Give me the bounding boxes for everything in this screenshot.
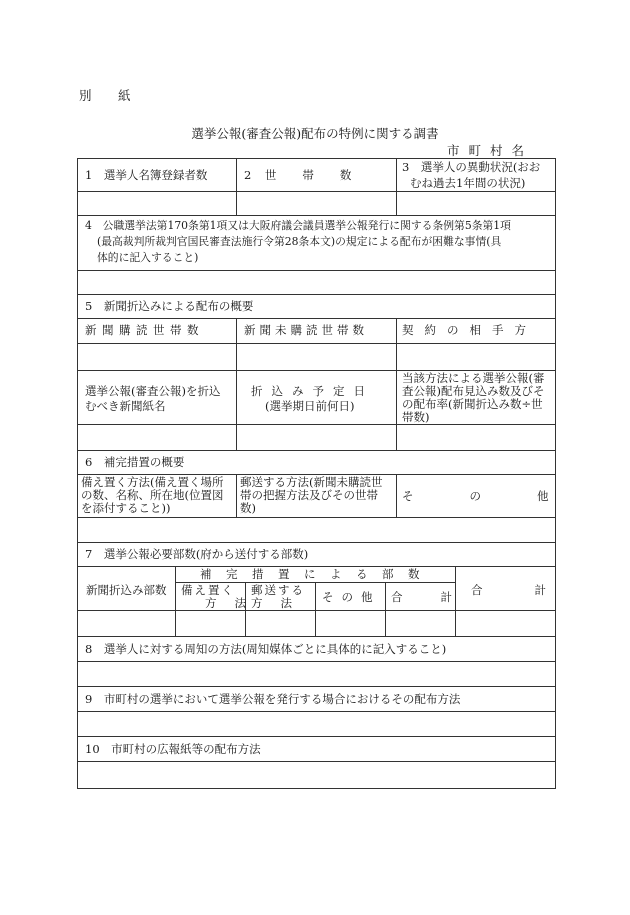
mailing-method-label-2: 帯の把握方法及びその世帯 xyxy=(240,488,378,502)
grid-line xyxy=(175,566,176,636)
section8-heading: 8 選挙人に対する周知の方法(周知媒体ごとに具体的に記入すること) xyxy=(85,642,447,656)
insert-schedule-note: (選挙期日前何日) xyxy=(265,399,355,413)
contractor-label: 契約の相手方 xyxy=(402,323,537,337)
grid-line xyxy=(396,318,397,450)
difficulty-reason-line-2: (最高裁判所裁判官国民審査法施行令第28条本文)の規定による配布が困難な事情(具 xyxy=(97,235,502,248)
mailing-copies-label: 郵送する xyxy=(251,583,305,597)
document-title: 選挙公報(審査公報)配布の特例に関する調書 xyxy=(191,126,439,141)
mailing-method-label: 郵送する方法(新聞未購読世 xyxy=(240,475,383,489)
other-copies-label: その他 xyxy=(322,590,381,604)
distribution-rate-label: 当該方法による選挙公報(審 xyxy=(402,371,545,385)
grid-line xyxy=(555,158,556,788)
distribution-rate-label-4: 帯数) xyxy=(402,410,430,424)
grid-line xyxy=(236,318,237,450)
newspaper-names-label: 選挙公報(審査公報)を折込 xyxy=(85,384,221,398)
grid-line xyxy=(77,270,556,271)
grid-line xyxy=(77,215,556,216)
grid-line xyxy=(396,474,397,517)
mailing-copies-label-cont: 方法 xyxy=(251,596,310,610)
grid-line xyxy=(236,158,237,215)
distribution-rate-label-3: の配布率(新聞折込み数÷世 xyxy=(402,397,543,411)
grid-line xyxy=(77,318,556,319)
newspaper-names-label-cont: むべき新聞紙名 xyxy=(85,399,166,413)
grid-line xyxy=(77,424,556,425)
grid-line xyxy=(77,636,556,637)
non-subscriber-households-label: 新聞未購読世帯数 xyxy=(244,323,368,337)
difficulty-reason-line-1: 4 公職選挙法第170条第1項又は大阪府議会議員選挙公報発行に関する条例第5条第1項 xyxy=(85,219,511,232)
municipality-label: 市町村名 xyxy=(447,143,534,158)
grid-line xyxy=(396,158,397,215)
grid-line xyxy=(77,711,556,712)
grid-line xyxy=(77,788,556,789)
grid-line xyxy=(77,661,556,662)
grid-line xyxy=(236,474,237,517)
insert-schedule-label: 折込み予定日 xyxy=(251,384,374,398)
grid-line xyxy=(77,686,556,687)
grid-line xyxy=(77,736,556,737)
grid-line xyxy=(77,158,78,788)
supplement-subtotal-label: 合計 xyxy=(391,590,490,604)
grand-total-label: 合計 xyxy=(471,583,598,597)
placement-copies-label-cont: 方法 xyxy=(205,596,264,610)
section7-heading: 7 選挙公報必要部数(府から送付する部数) xyxy=(85,547,309,561)
grid-line xyxy=(77,294,556,295)
section6-heading: 6 補完措置の概要 xyxy=(85,455,185,469)
placement-method-label: 備え置く方法(備え置く場所 xyxy=(81,475,224,489)
voter-change-label: 3 選挙人の異動状況(おお xyxy=(402,160,541,174)
grid-line xyxy=(77,542,556,543)
placement-method-label-2: の数、名称、所在地(位置図 xyxy=(81,488,224,502)
attachment-label: 別 紙 xyxy=(79,88,138,103)
grid-line xyxy=(77,610,556,611)
other-method-label: その他 xyxy=(402,489,605,503)
grid-line xyxy=(77,343,556,344)
placement-method-label-3: を添付すること)) xyxy=(81,501,171,515)
section5-heading: 5 新聞折込みによる配布の概要 xyxy=(85,299,254,313)
insert-copies-label: 新聞折込み部数 xyxy=(86,583,167,597)
registered-voters-label: 1 選挙人名簿登録者数 xyxy=(85,168,208,182)
grid-line xyxy=(315,582,316,636)
grid-line xyxy=(385,582,386,636)
grid-line xyxy=(77,158,556,159)
households-label: 2 世 帯 数 xyxy=(244,168,353,182)
grid-line xyxy=(77,191,556,192)
difficulty-reason-line-3: 体的に記入すること) xyxy=(97,251,199,264)
distribution-rate-label-2: 査公報)配布見込み数及びそ xyxy=(402,384,545,398)
mailing-method-label-3: 数) xyxy=(240,501,256,515)
grid-line xyxy=(77,450,556,451)
grid-line xyxy=(77,761,556,762)
section9-heading: 9 市町村の選挙において選挙公報を発行する場合におけるその配布方法 xyxy=(85,692,461,706)
section10-heading: 10 市町村の広報紙等の配布方法 xyxy=(85,742,261,756)
supplementary-copies-label: 補完措置による部数 xyxy=(200,567,434,581)
grid-line xyxy=(77,517,556,518)
voter-change-label-cont: むね過去1年間の状況) xyxy=(410,176,526,190)
placement-copies-label: 備え置く xyxy=(181,583,235,597)
subscriber-households-label: 新聞購読世帯数 xyxy=(85,323,204,337)
